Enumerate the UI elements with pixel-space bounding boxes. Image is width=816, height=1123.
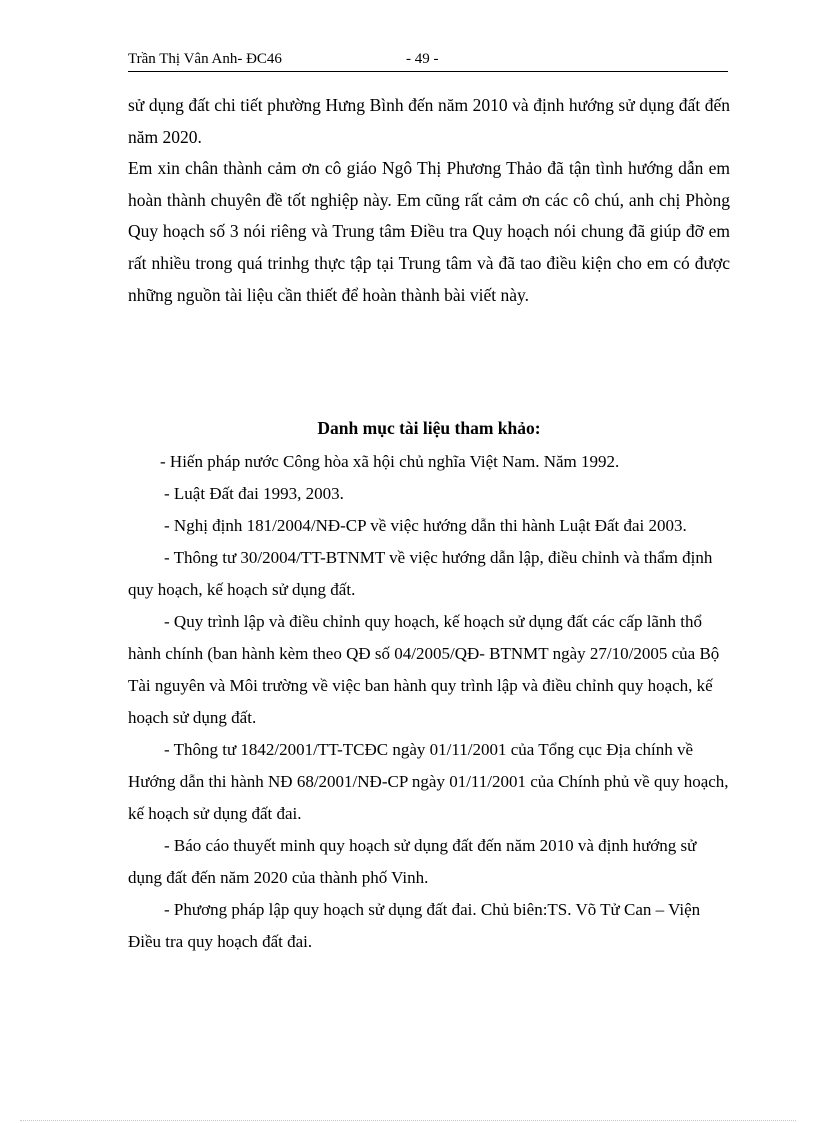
intro-section	[128, 90, 730, 311]
references-list	[128, 446, 732, 958]
references-heading: Danh mục tài liệu tham khảo:	[317, 418, 541, 438]
header-author: Trần Thị Vân Anh- ĐC46	[128, 51, 282, 67]
reference-item: - Thông tư 1842/2001/TT-TCĐC ngày 01/11/2001 của Tổng cục Địa chính về Hướng dẫn thi hành NĐ 68/2001/NĐ-CP ngày 01/11/2001 của Chính phủ về quy hoạch, kế hoạch sử dụng đất đai.	[128, 740, 729, 823]
reference-item: - Hiến pháp nước Công hòa xã hội chủ nghĩa Việt Nam. Năm 1992.	[160, 452, 620, 471]
page-bottom-border	[20, 1120, 796, 1121]
reference-item: - Luật Đất đai 1993, 2003.	[164, 484, 344, 503]
header-divider	[128, 71, 728, 72]
reference-item: - Báo cáo thuyết minh quy hoạch sử dụng đất đến năm 2010 và định hướng sử dụng đất đến năm 2020 của thành phố Vinh.	[128, 836, 697, 887]
reference-item: - Nghị định 181/2004/NĐ-CP về việc hướng dẫn thi hành Luật Đất đai 2003.	[164, 516, 687, 535]
reference-item: - Thông tư 30/2004/TT-BTNMT về việc hướng dẫn lập, điều chỉnh và thẩm định quy hoạch, kế hoạch sử dụng đất.	[128, 548, 713, 599]
page-number: - 49 -	[406, 51, 439, 67]
page-header	[128, 48, 728, 70]
acknowledgement-paragraph: Em xin chân thành cảm ơn cô giáo Ngô Thị Phương Thảo đã tận tình hướng dẫn em hoàn thành chuyên đề tốt nghiệp này. Em cũng rất cảm ơn các cô chú, anh chị Phòng Quy hoạch số 3 nói riêng và Trung tâm Điều tra Quy hoạch nói chung đã giúp đỡ em rất nhiều trong quá trinhg thực tập tại Trung tâm và đã tao điều kiện cho em có được những nguồn tài liệu cần thiết để hoàn thành bài viết này.	[128, 158, 730, 305]
reference-item: - Phương pháp lập quy hoạch sử dụng đất đai. Chủ biên:TS. Võ Tử Can – Viện Điều tra quy hoạch đất đai.	[128, 900, 701, 951]
reference-item: - Quy trình lập và điều chỉnh quy hoạch, kế hoạch sử dụng đất các cấp lãnh thổ hành chính (ban hành kèm theo QĐ số 04/2005/QĐ- BTNMT ngày 27/10/2005 của Bộ Tài nguyên và Môi trường về việc ban hành quy trình lập và điều chỉnh quy hoạch, kế hoạch sử dụng đất.	[128, 612, 720, 727]
intro-continuation: sử dụng đất chi tiết phường Hưng Bình đến năm 2010 và định hướng sử dụng đất đến năm 2020.	[128, 95, 730, 147]
